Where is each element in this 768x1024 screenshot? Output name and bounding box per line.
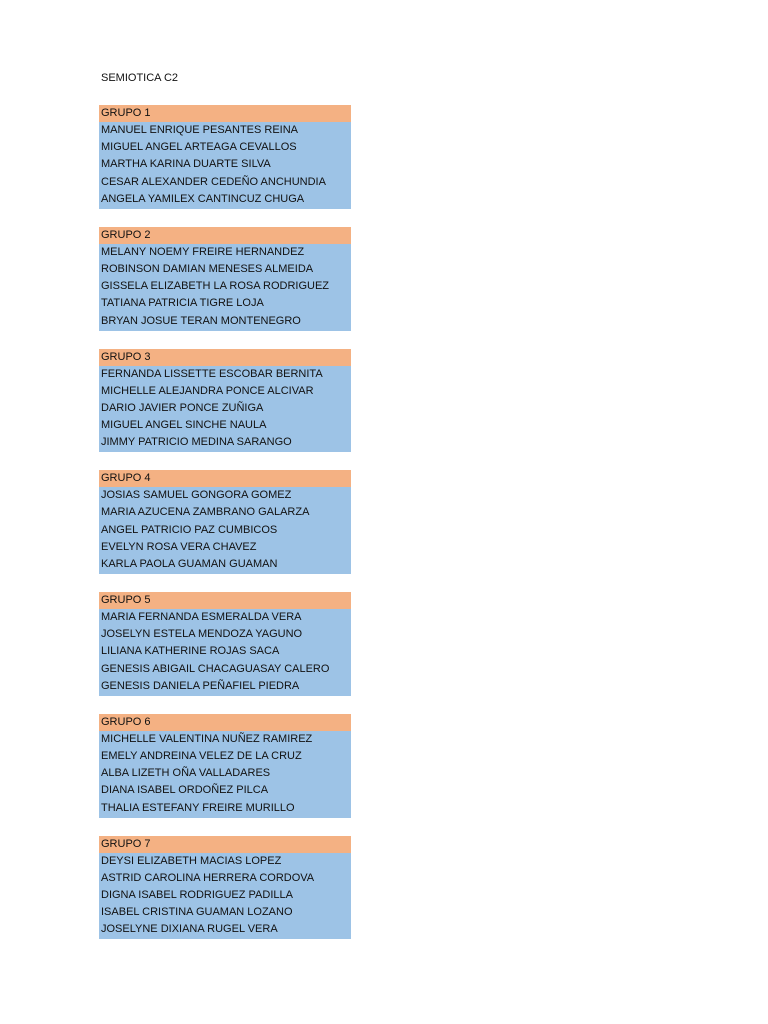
member-row: MELANY NOEMY FREIRE HERNANDEZ (99, 244, 351, 261)
member-row: BRYAN JOSUE TERAN MONTENEGRO (99, 313, 351, 331)
member-row: MIGUEL ANGEL SINCHE NAULA (99, 417, 351, 434)
group-block (99, 836, 351, 940)
group-header: GRUPO 6 (99, 714, 351, 731)
group-block (99, 105, 351, 209)
page-title: SEMIOTICA C2 (101, 72, 179, 84)
group-block (99, 714, 351, 818)
member-row: ANGELA YAMILEX CANTINCUZ CHUGA (99, 191, 351, 209)
group-header: GRUPO 5 (99, 592, 351, 609)
group-header: GRUPO 4 (99, 470, 351, 487)
group-block (99, 349, 351, 453)
member-row: ALBA LIZETH OÑA VALLADARES (99, 765, 351, 782)
member-row: ISABEL CRISTINA GUAMAN LOZANO (99, 904, 351, 921)
member-row: GENESIS ABIGAIL CHACAGUASAY CALERO (99, 661, 351, 678)
member-row: MARTHA KARINA DUARTE SILVA (99, 156, 351, 173)
member-row: KARLA PAOLA GUAMAN GUAMAN (99, 556, 351, 574)
member-row: TATIANA PATRICIA TIGRE LOJA (99, 295, 351, 312)
member-row: JOSIAS SAMUEL GONGORA GOMEZ (99, 487, 351, 504)
member-row: FERNANDA LISSETTE ESCOBAR BERNITA (99, 366, 351, 383)
member-row: MARIA FERNANDA ESMERALDA VERA (99, 609, 351, 626)
member-row: DARIO JAVIER PONCE ZUÑIGA (99, 400, 351, 417)
member-row: ANGEL PATRICIO PAZ CUMBICOS (99, 522, 351, 539)
member-row: DIANA ISABEL ORDOÑEZ PILCA (99, 782, 351, 799)
group-header: GRUPO 2 (99, 227, 351, 244)
member-row: GENESIS DANIELA PEÑAFIEL PIEDRA (99, 678, 351, 696)
group-block (99, 227, 351, 331)
member-row: EMELY ANDREINA VELEZ DE LA CRUZ (99, 748, 351, 765)
member-row: GISSELA ELIZABETH LA ROSA RODRIGUEZ (99, 278, 351, 295)
group-block (99, 470, 351, 574)
member-row: MICHELLE VALENTINA NUÑEZ RAMIREZ (99, 731, 351, 748)
member-row: THALIA ESTEFANY FREIRE MURILLO (99, 800, 351, 818)
member-row: ROBINSON DAMIAN MENESES ALMEIDA (99, 261, 351, 278)
group-header: GRUPO 3 (99, 349, 351, 366)
member-row: EVELYN ROSA VERA CHAVEZ (99, 539, 351, 556)
member-row: DEYSI ELIZABETH MACIAS LOPEZ (99, 853, 351, 870)
member-row: MICHELLE ALEJANDRA PONCE ALCIVAR (99, 383, 351, 400)
member-row: MARIA AZUCENA ZAMBRANO GALARZA (99, 504, 351, 521)
member-row: MANUEL ENRIQUE PESANTES REINA (99, 122, 351, 139)
member-row: CESAR ALEXANDER CEDEÑO ANCHUNDIA (99, 174, 351, 191)
group-header: GRUPO 1 (99, 105, 351, 122)
group-block (99, 592, 351, 696)
member-row: LILIANA KATHERINE ROJAS SACA (99, 643, 351, 660)
member-row: ASTRID CAROLINA HERRERA CORDOVA (99, 870, 351, 887)
member-row: DIGNA ISABEL RODRIGUEZ PADILLA (99, 887, 351, 904)
member-row: JOSELYN ESTELA MENDOZA YAGUNO (99, 626, 351, 643)
member-row: JOSELYNE DIXIANA RUGEL VERA (99, 921, 351, 939)
group-header: GRUPO 7 (99, 836, 351, 853)
member-row: JIMMY PATRICIO MEDINA SARANGO (99, 434, 351, 452)
groups-list (99, 105, 351, 957)
member-row: MIGUEL ANGEL ARTEAGA CEVALLOS (99, 139, 351, 156)
